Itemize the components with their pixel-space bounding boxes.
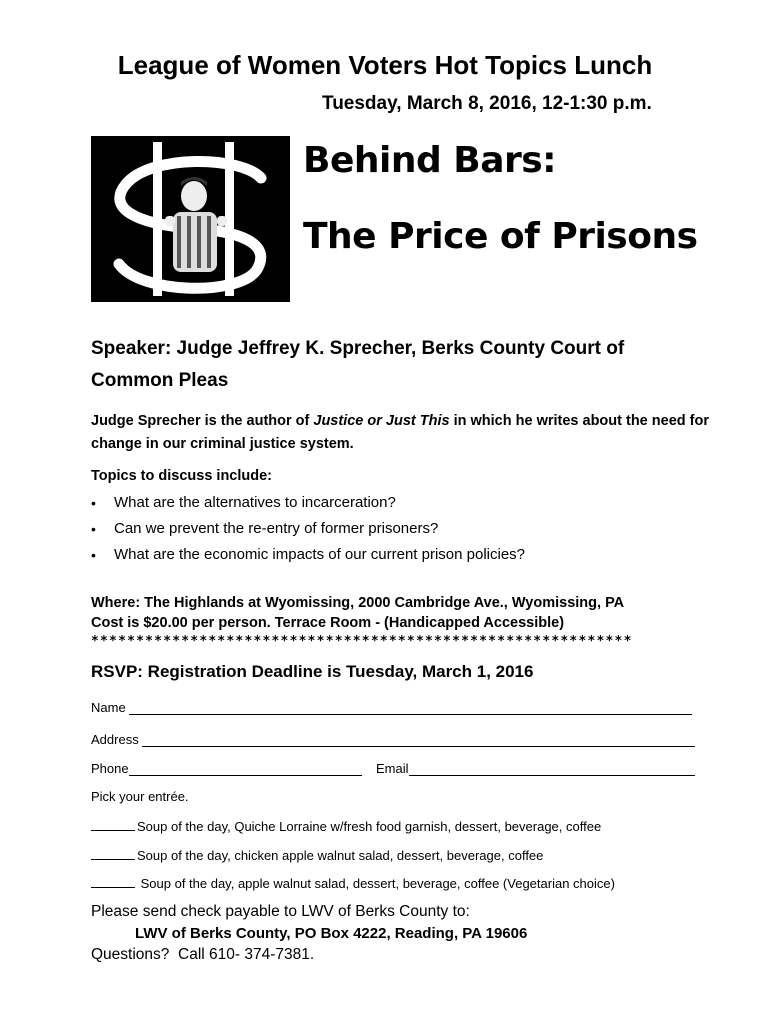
entree-text: Soup of the day, Quiche Lorraine w/fresh food garnish, dessert, beverage, coffee [137, 819, 602, 834]
dollar-sign-prisoner-icon [91, 136, 290, 302]
entree-blank[interactable] [91, 875, 135, 888]
rsvp-heading: RSVP: Registration Deadline is Tuesday, March 1, 2016 [91, 662, 534, 681]
email-field[interactable] [376, 761, 695, 776]
entree-label: Pick your entrée. [91, 789, 189, 804]
list-item [91, 542, 525, 568]
topic-text: What are the alternatives to incarceration? [114, 494, 396, 511]
speaker-info: Speaker: Judge Jeffrey K. Sprecher, Berks County Court of Common Pleas [91, 338, 625, 391]
list-item [91, 490, 525, 516]
payment-instructions: Please send check payable to LWV of Berks County to: [91, 903, 470, 920]
bullet-icon: • [91, 521, 96, 537]
topics-list [91, 490, 525, 568]
email-line[interactable] [409, 761, 695, 776]
venue-cost: Cost is $20.00 per person. Terrace Room - (Handicapped Accessible) [91, 615, 565, 631]
intro-after: in which he writes about the need for change in our criminal justice system. [91, 413, 709, 452]
address-field[interactable] [91, 732, 695, 747]
email-label: Email [376, 761, 409, 776]
entree-blank[interactable] [91, 847, 135, 860]
topic-text: Can we prevent the re-entry of former prisoners? [114, 520, 439, 537]
divider: ************************************************************ [91, 634, 633, 649]
entree-option-vegetarian[interactable] [91, 875, 615, 891]
event-date: Tuesday, March 8, 2016, 12-1:30 p.m. [322, 93, 652, 114]
bullet-icon: • [91, 547, 96, 563]
intro-before: Judge Sprecher is the author of [91, 413, 314, 429]
headline-line-1: Behind Bars: [303, 140, 557, 181]
phone-label: Phone [91, 761, 129, 776]
bullet-icon: • [91, 495, 96, 511]
contact-phone: Questions? Call 610- 374-7381. [91, 946, 315, 963]
intro-paragraph [91, 410, 711, 456]
name-line[interactable] [129, 700, 692, 715]
event-title: League of Women Voters Hot Topics Lunch [117, 50, 653, 80]
phone-field[interactable] [91, 761, 362, 776]
address-line[interactable] [142, 732, 695, 747]
entree-option-chicken-salad[interactable] [91, 847, 543, 863]
book-title: Justice or Just This [313, 413, 450, 429]
entree-option-quiche[interactable] [91, 818, 601, 834]
topic-text: What are the economic impacts of our current prison policies? [114, 546, 526, 563]
entree-blank[interactable] [91, 818, 135, 831]
venue-info [91, 593, 751, 633]
topics-heading: Topics to discuss include: [91, 468, 273, 484]
name-field[interactable] [91, 700, 692, 715]
venue-where: Where: The Highlands at Wyomissing, 2000 Cambridge Ave., Wyomissing, PA [91, 595, 625, 611]
headline-line-2: The Price of Prisons [303, 216, 698, 257]
entree-text: Soup of the day, apple walnut salad, dessert, beverage, coffee (Vegetarian choice) [137, 876, 615, 891]
name-label: Name [91, 700, 126, 715]
list-item [91, 516, 525, 542]
mailing-address: LWV of Berks County, PO Box 4222, Reading, PA 19606 [135, 925, 528, 942]
address-label: Address [91, 732, 139, 747]
entree-text: Soup of the day, chicken apple walnut salad, dessert, beverage, coffee [137, 848, 544, 863]
phone-line[interactable] [129, 761, 362, 776]
